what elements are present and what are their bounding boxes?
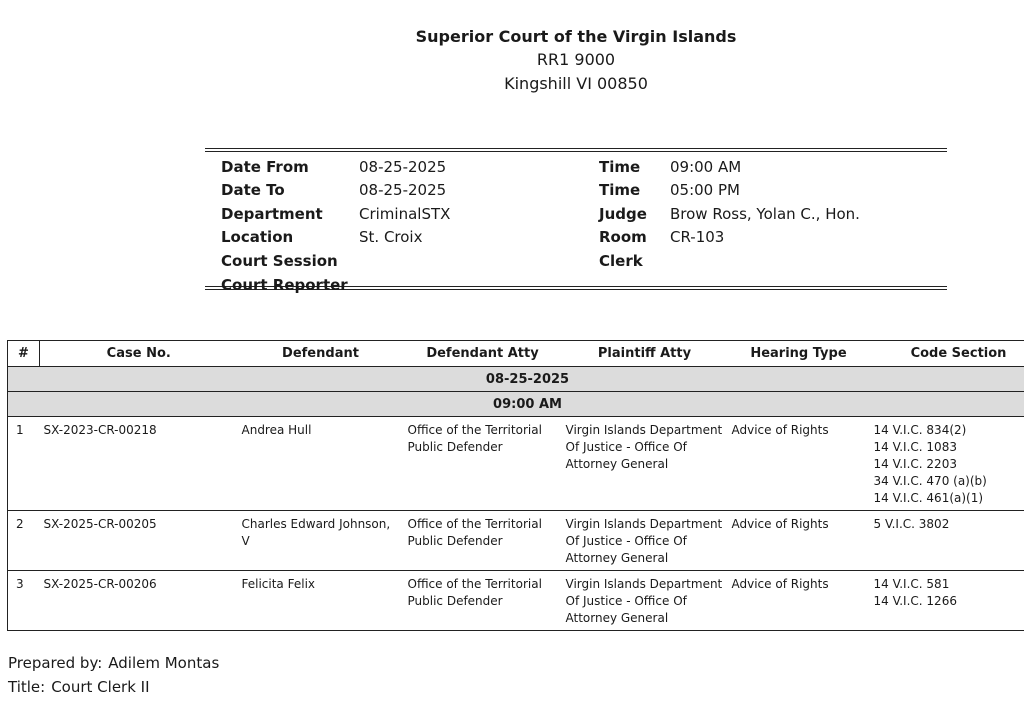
department-label: Department: [221, 205, 323, 223]
department-value: CriminalSTX: [359, 205, 451, 223]
table-header-row: [8, 341, 1024, 367]
location-value: St. Croix: [359, 228, 423, 246]
code-section: 14 V.I.C. 2203: [873, 457, 957, 471]
date-from-value: 08-25-2025: [359, 158, 447, 176]
time-group-header: 09:00 AM: [8, 392, 1024, 417]
defendant-name: Charles Edward Johnson, V: [238, 511, 404, 571]
date-from-label: Date From: [221, 158, 309, 176]
code-section: 14 V.I.C. 581: [873, 577, 950, 591]
room-value: CR-103: [670, 228, 725, 246]
table-row: [8, 417, 1024, 511]
case-number: SX-2025-CR-00205: [40, 511, 238, 571]
case-number: SX-2025-CR-00206: [40, 571, 238, 631]
report-footer: [8, 651, 219, 699]
column-header: Code Section: [870, 341, 1024, 367]
date-to-value: 08-25-2025: [359, 181, 447, 199]
court-address-line2: Kingshill VI 00850: [504, 74, 648, 93]
code-section: 14 V.I.C. 1266: [873, 594, 957, 608]
case-number: SX-2023-CR-00218: [40, 417, 238, 511]
clerk-label: Clerk: [599, 252, 643, 270]
code-section: 5 V.I.C. 3802: [873, 517, 950, 531]
time-to-value: 05:00 PM: [670, 181, 740, 199]
hearing-table: [7, 340, 1024, 631]
code-section: 34 V.I.C. 470 (a)(b): [873, 474, 987, 488]
room-label: Room: [599, 228, 647, 246]
report-header: [0, 26, 1024, 96]
judge-label: Judge: [599, 205, 647, 223]
title-line: [8, 675, 219, 699]
code-sections: [870, 417, 1024, 511]
hearing-type: Advice of Rights: [728, 511, 870, 571]
prepared-by-value: Adilem Montas: [108, 654, 220, 672]
column-header: Hearing Type: [728, 341, 870, 367]
defendant-attorney: Office of the Territorial Public Defender: [404, 571, 562, 631]
court-address-line1: RR1 9000: [536, 50, 616, 69]
plaintiff-attorney: Virgin Islands Department Of Justice - Office Of Attorney General: [562, 571, 728, 631]
row-number: 3: [8, 571, 40, 631]
column-header: Case No.: [40, 341, 238, 367]
row-number: 1: [8, 417, 40, 511]
table-row: [8, 571, 1024, 631]
defendant-attorney: Office of the Territorial Public Defender: [404, 417, 562, 511]
defendant-attorney: Office of the Territorial Public Defender: [404, 511, 562, 571]
defendant-name: Andrea Hull: [238, 417, 404, 511]
time-from-label: Time: [599, 158, 641, 176]
title-value: Court Clerk II: [51, 678, 150, 696]
hearing-type: Advice of Rights: [728, 417, 870, 511]
date-group-header: 08-25-2025: [8, 367, 1024, 392]
court-name: Superior Court of the Virgin Islands: [415, 27, 737, 46]
plaintiff-attorney: Virgin Islands Department Of Justice - Office Of Attorney General: [562, 417, 728, 511]
location-label: Location: [221, 228, 294, 246]
prepared-by-line: [8, 651, 219, 675]
court-session-label: Court Session: [221, 252, 338, 270]
table-row: [8, 511, 1024, 571]
time-to-label: Time: [599, 181, 641, 199]
title-label: Title:: [8, 678, 46, 696]
column-header: #: [8, 341, 40, 367]
hearing-type: Advice of Rights: [728, 571, 870, 631]
column-header: Defendant Atty: [404, 341, 562, 367]
prepared-by-label: Prepared by:: [8, 654, 103, 672]
court-reporter-label: Court Reporter: [221, 276, 348, 294]
defendant-name: Felicita Felix: [238, 571, 404, 631]
row-number: 2: [8, 511, 40, 571]
column-header: Plaintiff Atty: [562, 341, 728, 367]
code-sections: [870, 511, 1024, 571]
code-section: 14 V.I.C. 461(a)(1): [873, 491, 984, 505]
column-header: Defendant: [238, 341, 404, 367]
date-to-label: Date To: [221, 181, 285, 199]
time-from-value: 09:00 AM: [670, 158, 742, 176]
code-sections: [870, 571, 1024, 631]
code-section: 14 V.I.C. 1083: [873, 440, 957, 454]
plaintiff-attorney: Virgin Islands Department Of Justice - Office Of Attorney General: [562, 511, 728, 571]
code-section: 14 V.I.C. 834(2): [873, 423, 967, 437]
judge-value: Brow Ross, Yolan C., Hon.: [670, 205, 860, 223]
session-info: [205, 148, 947, 294]
